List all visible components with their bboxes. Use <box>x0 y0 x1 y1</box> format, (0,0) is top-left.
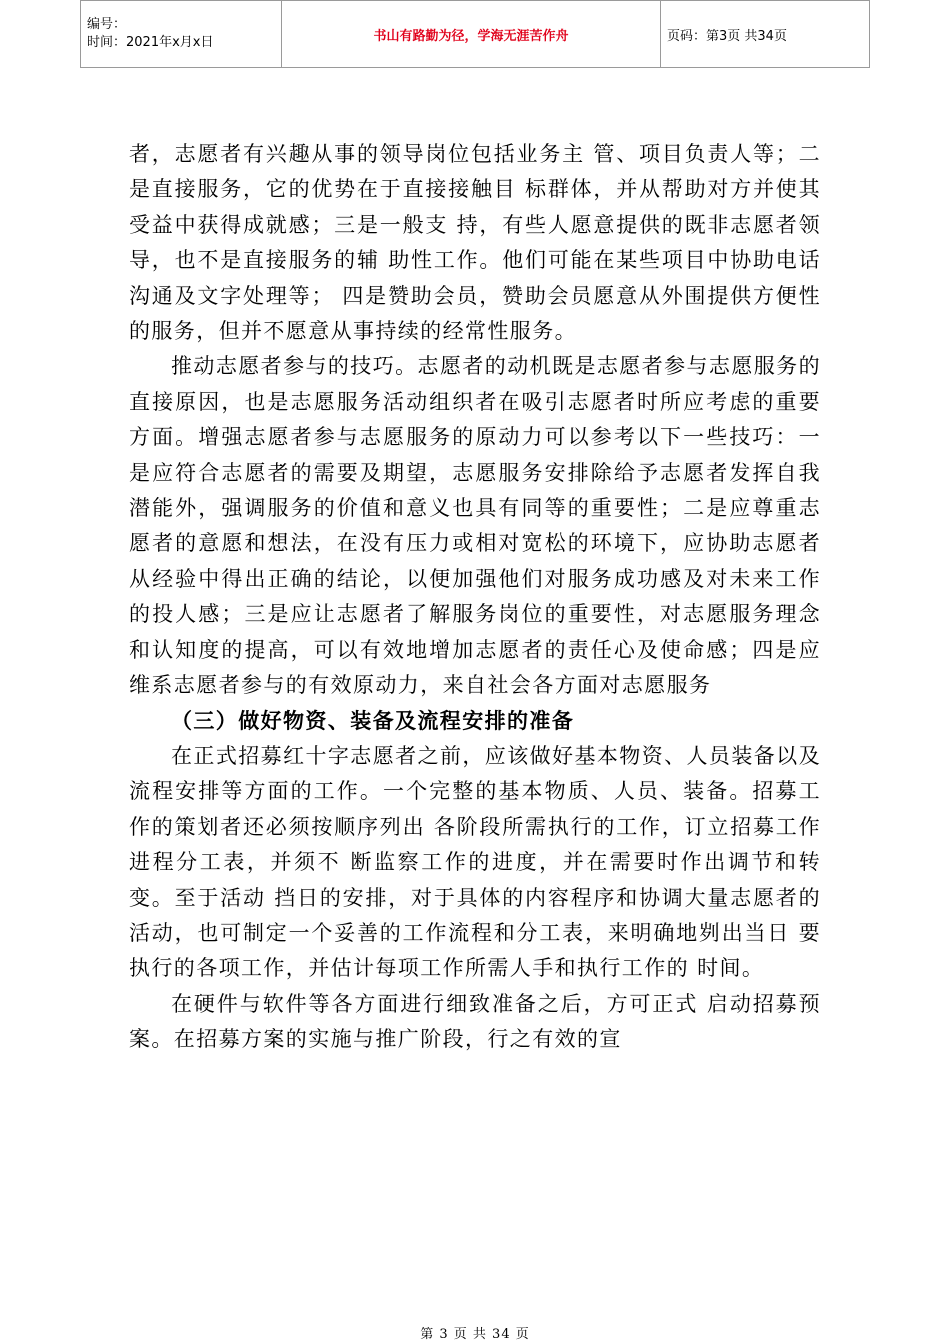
header-page-info: 页码：第3页 共34页 <box>661 1 870 68</box>
paragraph-4: 在硬件与软件等各方面进行细致准备之后，方可正式 启动招募预案。在招募方案的实施与推广阶段，行之有效的宣 <box>129 991 821 1052</box>
paragraph-2: 推动志愿者参与的技巧。志愿者的动机既是志愿者参与志愿服务的直接原因，也是志愿服务活动组织者在吸引志愿者时所应考虑的重要方面。增强志愿者参与志愿服务的原动力可以参考以下一些技巧：一是应符合志愿者的需要及期望，志愿服务安排除给予志愿者发挥自我潜能外，强调服务的价值和意义也具有同等的重要性；二是应尊重志愿者的意愿和想法，在没有压力或相对宽松的环境下，应协助志愿者从经验中得出正确的结论，以便加强他们对服务成功感及对未来工作的投人感；三是应让志愿者了解服务岗位的重要性，对志愿服务理念和认知度的提高，可以有效地增加志愿者的责任心及使命感；四是应维系志愿者参与的有效原动力，来自社会各方面对志愿服务 <box>129 354 821 698</box>
paragraph-3: 在正式招募红十字志愿者之前，应该做好基本物资、人员装备以及流程安排等方面的工作。一个完整的基本物质、人员、装备。招募工作的策划者还必须按顺序列出 各阶段所需执行的工作，订立招募工作进程分工表，并须不 断监察工作的进度，并在需要时作出调节和转变。至于活动 挡日的安排，对于具体的内容程序和协调大量志愿者的活动，也可制定一个妥善的工作流程和分工表，来明确地刿出当日 要执行的各项工作，并估计每项工作所需人手和执行工作的 时间。 <box>129 743 821 981</box>
page-footer: 第 3 页 共 34 页 <box>420 1327 530 1342</box>
page-header <box>80 0 870 68</box>
serial-label: 编号： <box>87 17 127 32</box>
time-label: 时间：2021年x月x日 <box>87 35 214 50</box>
paragraph-1: 者，志愿者有兴趣从事的领导岗位包括业务主 管、项目负责人等；二是直接服务，它的优势在于直接接触目 标群体，并从帮助对方并使其受益中获得成就感；三是一般支 持，有些人愿意提供的既非志愿者领导，也不是直接服务的辅 助性工作。他们可能在某些项目中协助电话沟通及文字处理等； 四是赞助会员，赞助会员愿意从外围提供方便性的服务，但并不愿意从事持续的经常性服务。 <box>129 142 821 344</box>
document-body <box>129 137 821 1058</box>
header-meta <box>81 1 282 68</box>
header-motto: 书山有路勤为径，学海无涯苦作舟 <box>282 1 661 68</box>
section-heading: （三）做好物资、装备及流程安排的准备 <box>171 708 575 733</box>
